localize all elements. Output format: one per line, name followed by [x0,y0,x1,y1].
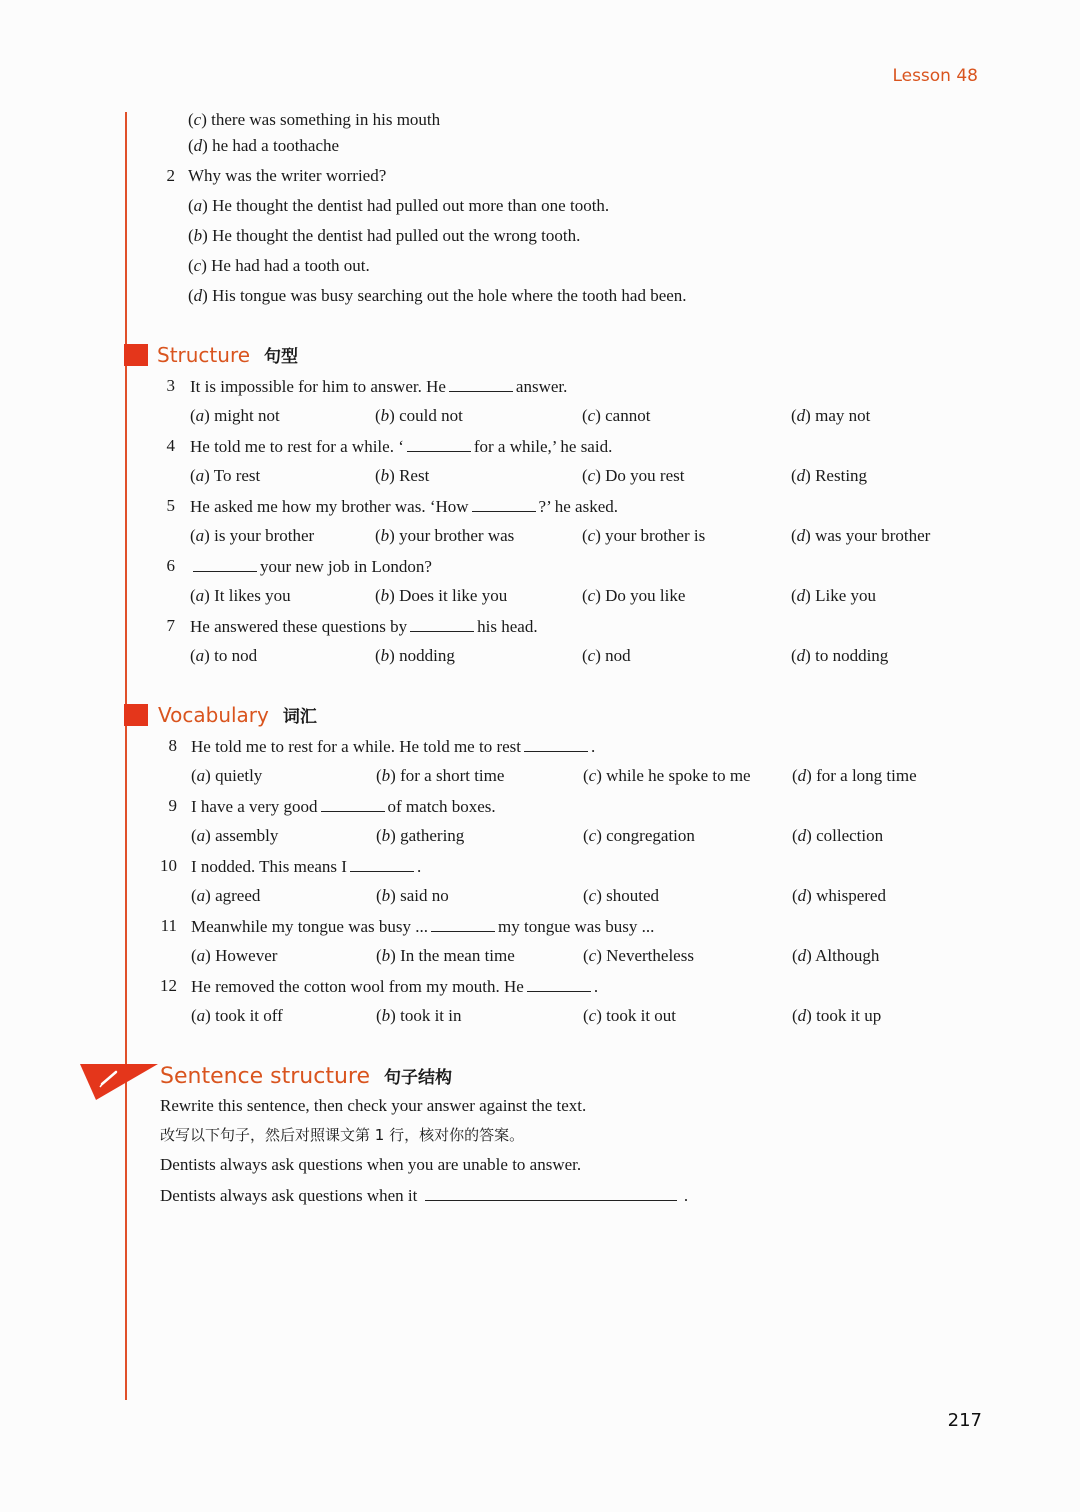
answer-blank[interactable] [472,495,536,512]
option-d: (d) whispered [792,886,886,905]
pen-icon [80,1062,160,1102]
option-b: (b) your brother was [375,526,515,545]
option-a: (a) is your brother [190,526,315,545]
q1-option-c: (c) there was something in his mouth [188,110,441,129]
answer-blank[interactable] [407,435,471,452]
option-c: (c) congregation [583,826,695,845]
option-b: (b) for a short time [376,766,505,785]
question-text-before: He told me to rest for a while. He told me to rest [191,737,521,756]
section-marker-square [124,704,148,726]
option-d: (d) Resting [791,466,868,485]
option-b: (b) In the mean time [376,946,515,965]
answer-blank[interactable] [524,735,588,752]
question-text-before: He asked me how my brother was. ‘How [190,497,469,516]
option-d: (d) collection [792,826,884,845]
question-text-after: my tongue was busy ... [498,917,655,936]
option-c: (c) while he spoke to me [583,766,751,785]
option-b: (b) could not [375,406,463,425]
answer-blank[interactable] [410,615,474,632]
question-text-before: It is impossible for him to answer. He [190,377,446,396]
question-text-after: for a while,’ he said. [473,437,613,456]
option-c: (c) took it out [583,1006,677,1025]
option-a: (a) To rest [190,466,261,485]
option-c: (c) Do you rest [582,466,685,485]
option-a: (a) agreed [191,886,261,905]
option-a: (a) However [191,946,278,965]
answer-blank[interactable] [321,795,385,812]
example-sentence: Dentists always ask questions when you are unable to answer. [160,1155,582,1174]
option-b: (b) Does it like you [375,586,508,605]
section-heading-vocabulary: Vocabulary 词汇 [158,703,317,727]
option-b: (b) gathering [376,826,465,845]
textbook-page: Lesson 48 (c) there was something in his mouth (d) he had a toothache 2 Why was the writer worried? (a) He thought the dentist had pulled out more than one tooth. (b) He thought the dentist had pulled out the wrong tooth. (c) He had had a tooth out. (d) His tongue was busy searching out the hole where the tooth had been. Structure 句型 3 It is impossible for him to answer. He answer. (a) might not (b) could not (c) cannot (d) may not 4 He told me to rest for a while. ‘ for a while,’ he said. (a) To rest (b) Rest (c) Do you rest (d) Resting 5 He asked me how my brother was. ‘How ?’ he asked. (a) is your brother (b) your brother was (c) your brother is (d) was your brother 6 your new job in London? (a) It likes you (b) Does it like you (c) Do you like (d) Like you 7 He answered these questions by his head. (a) to nod (b) nodding (c) nod (d) to nodding Vocabulary 词汇 8 He told me to rest for a while. He told me to rest . (a) quietly (b) for a short time (c) while he spoke to me (d) for a long time 9 I have a very good of match boxes. (a) assembly (b) gathering (c) congregation (d) collection 10 I nodded. This means I . (a) agreed (b) said no (c) shouted (d) whispered 11 Meanwhile my tongue was busy ... my tongue was busy ... (a) However (b) In the mean time (c) Nevertheless (d) Although 12 He removed the cotton wool from my mouth. He . (a) took it off (b) took it in (c) took it out (d) took it up Sentence structure 句子结构 Rewrite this sentence, then check your answer against the text. 改写以下句子，然后对照课文第 1 行，核对你的答案。 Dentists always ask questions when you are unable to answer. Dentists always ask questions when it . 217 [0,0,1080,1512]
instruction-text-zh: 改写以下句子，然后对照课文第 1 行，核对你的答案。 [160,1126,525,1144]
question-number: 9 [168,796,177,815]
question-text-after: your new job in London? [260,557,432,576]
question-number: 8 [168,736,177,755]
question-text-after: . [593,977,599,996]
option-c: (c) your brother is [582,526,706,545]
q2-option-a: (a) He thought the dentist had pulled out more than one tooth. [188,196,610,215]
question-text [190,615,538,638]
answer-blank[interactable] [193,555,257,572]
question-text [191,855,421,878]
question-number: 6 [166,556,175,575]
question-text-before: I have a very good [191,797,318,816]
option-c: (c) Nevertheless [583,946,694,965]
question-text [191,915,654,938]
question-number: 3 [166,376,175,395]
margin-rule [125,112,127,1400]
q2-option-d: (d) His tongue was busy searching out the hole where the tooth had been. [188,286,687,305]
question-text-after: of match boxes. [387,797,496,816]
instruction-text: Rewrite this sentence, then check your answer against the text. [160,1096,587,1115]
option-d: (d) may not [791,406,871,425]
section-heading-sentence-structure: Sentence structure 句子结构 [160,1064,453,1089]
question-number: 10 [160,856,177,875]
answer-blank[interactable] [425,1184,677,1201]
question-number: 12 [160,976,177,995]
question-text-before: He told me to rest for a while. ‘ [190,437,404,456]
answer-blank[interactable] [527,975,591,992]
question-text-after: . [416,857,422,876]
option-d: (d) took it up [792,1006,882,1025]
question-text [190,555,432,578]
option-b: (b) Rest [375,466,430,485]
option-d: (d) for a long time [792,766,917,785]
option-a: (a) quietly [191,766,263,785]
answer-blank[interactable] [431,915,495,932]
question-text-before: He answered these questions by [190,617,408,636]
option-b: (b) said no [376,886,449,905]
option-b: (b) nodding [375,646,455,665]
question-text-before: He removed the cotton wool from my mouth. He [191,977,524,996]
question-text-after: . [591,737,596,756]
option-d: (d) Although [792,946,880,965]
question-text [190,495,618,518]
option-d: (d) Like you [791,586,876,605]
option-a: (a) might not [190,406,280,425]
question-text [191,735,595,758]
rewrite-prompt: Dentists always ask questions when it . [160,1186,689,1205]
option-a: (a) took it off [191,1006,283,1025]
page-number: 217 [947,1410,982,1431]
question-number: 11 [160,916,177,935]
question-text-after: his head. [477,617,538,636]
question-text [190,435,612,458]
question-text [190,375,567,398]
lesson-label: Lesson 48 [892,66,978,86]
question-number: 4 [166,436,175,455]
option-d: (d) was your brother [791,526,931,545]
question-text-after: answer. [515,377,568,396]
question-text [191,795,496,818]
option-a: (a) It likes you [190,586,291,605]
answer-blank[interactable] [350,855,414,872]
q1-option-d: (d) he had a toothache [188,136,340,155]
question-text-before: Meanwhile my tongue was busy ... [191,917,429,936]
question-text [191,975,598,998]
option-c: (c) shouted [583,886,660,905]
option-c: (c) nod [582,646,631,665]
option-a: (a) to nod [190,646,258,665]
option-c: (c) Do you like [582,586,686,605]
question-number: 5 [166,496,175,515]
q2-option-b: (b) He thought the dentist had pulled out the wrong tooth. [188,226,581,245]
option-b: (b) took it in [376,1006,462,1025]
option-c: (c) cannot [582,406,651,425]
question-text-after: ?’ he asked. [538,497,618,516]
option-d: (d) to nodding [791,646,889,665]
section-marker-square [124,344,148,366]
section-heading-structure: Structure 句型 [157,343,299,367]
answer-blank[interactable] [449,375,513,392]
q2-option-c: (c) He had had a tooth out. [188,256,370,275]
question-text-before: I nodded. This means I [191,857,347,876]
question-number: 7 [166,616,175,635]
option-a: (a) assembly [191,826,279,845]
